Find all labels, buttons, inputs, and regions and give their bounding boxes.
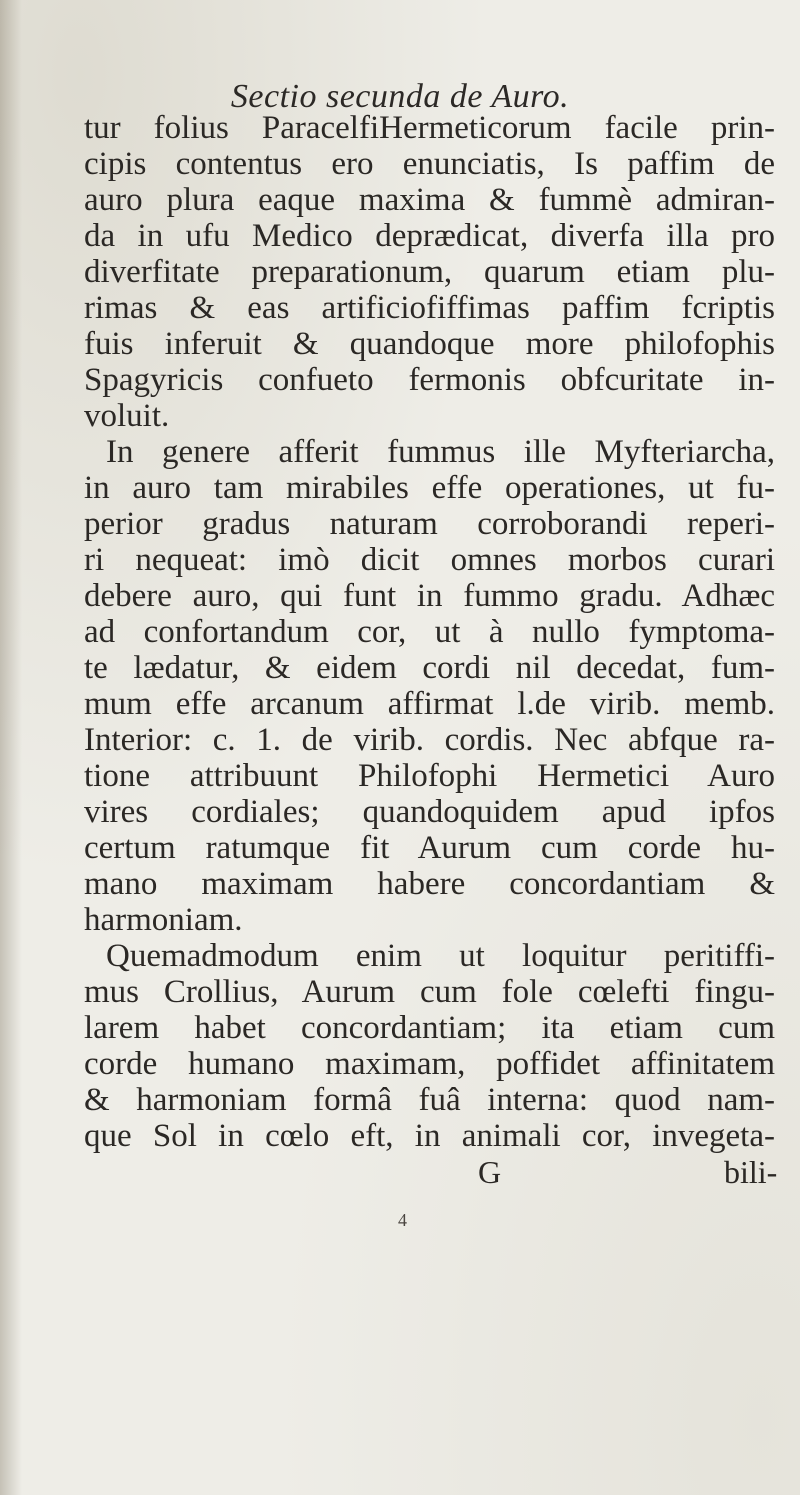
text-line: larem habet concordantiam; ita etiam cum: [84, 1010, 775, 1046]
text-line: ri nequeat: imò dicit omnes morbos curari: [84, 542, 775, 578]
text-line: Interior: c. 1. de virib. cordis. Nec abfque ra-: [84, 722, 775, 758]
text-line: debere auro, qui funt in fummo gradu. Adhæc: [84, 578, 775, 614]
text-line: rimas & eas artificiofiffimas paffim fcriptis: [84, 290, 775, 326]
text-line: Quemadmodum enim ut loquitur peritiffi-: [106, 938, 775, 974]
text-line: & harmoniam formâ fuâ interna: quod nam-: [84, 1082, 775, 1118]
signature-mark: G: [478, 1154, 502, 1190]
text-line: mum effe arcanum affirmat l.de virib. memb.: [84, 686, 775, 722]
text-line: voluit.: [84, 398, 170, 434]
text-line: corde humano maximam, poffidet affinitatem: [84, 1046, 775, 1082]
page-mark: 4: [398, 1210, 407, 1230]
text-line: mano maximam habere concordantiam &: [84, 866, 775, 902]
text-line: da in ufu Medico deprædicat, diverfa illa pro: [84, 218, 775, 254]
text-line: perior gradus naturam corroborandi reperi-: [84, 506, 775, 542]
text-line: certum ratumque fit Aurum cum corde hu-: [84, 830, 775, 866]
text-line: In genere afferit fummus ille Myfteriarcha,: [106, 434, 775, 470]
text-line: harmoniam.: [84, 902, 243, 938]
text-line: que Sol in cœlo eft, in animali cor, invegeta-: [84, 1118, 775, 1154]
text-line: cipis contentus ero enunciatis, Is paffim de: [84, 146, 775, 182]
text-line: diverfitate preparationum, quarum etiam plu-: [84, 254, 775, 290]
text-line: in auro tam mirabiles effe operationes, ut fu-: [84, 470, 775, 506]
catchword: bili-: [724, 1154, 778, 1190]
text-line: ad confortandum cor, ut à nullo fymptoma-: [84, 614, 775, 650]
text-line: vires cordiales; quandoquidem apud ipfos: [84, 794, 775, 830]
text-line: auro plura eaque maxima & fummè admiran-: [84, 182, 775, 218]
text-line: tione attribuunt Philofophi Hermetici Auro: [84, 758, 775, 794]
text-line: Spagyricis confueto fermonis obfcuritate in-: [84, 362, 775, 398]
text-line: mus Crollius, Aurum cum fole cœlefti fingu-: [84, 974, 775, 1010]
text-line: fuis inferuit & quandoque more philofophis: [84, 326, 775, 362]
text-line: te lædatur, & eidem cordi nil decedat, fum-: [84, 650, 775, 686]
running-head: Sectio secunda de Auro.: [230, 78, 570, 115]
text-line: tur folius ParacelfiHermeticorum facile prin-: [84, 110, 775, 146]
